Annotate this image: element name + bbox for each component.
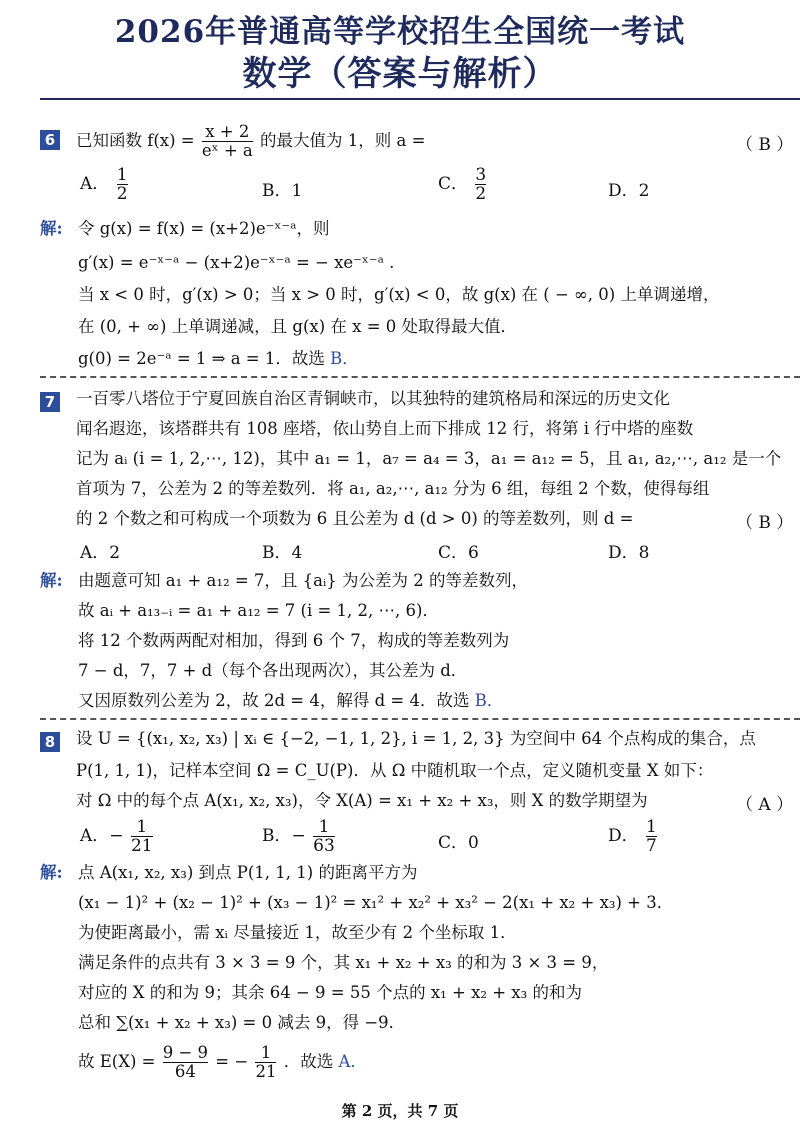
q6-option-c-fraction [475, 166, 486, 203]
q6-frac-den: eˣ + a [201, 141, 253, 160]
q7-solution-line: 将 12 个数两两配对相加，得到 6 个 7，构成的等差数列为 [78, 631, 510, 650]
question-8-stem-line: 设 U = {(x₁, x₂, x₃) | xᵢ ∈ {−2, −1, 1, 2}, i = 1, 2, 3} 为空间中 64 个点构成的集合，点 [76, 729, 756, 748]
option-value: 1 [291, 181, 303, 201]
question-7-number: 7 [40, 392, 60, 412]
frac-num: 1 [260, 1043, 272, 1062]
q6-stem-pre: 已知函数 f(x) = [76, 131, 195, 150]
q6-solution-line [78, 348, 359, 370]
q7-option-b: B．4 [262, 543, 303, 563]
question-6-number: 6 [40, 130, 60, 150]
question-6-answer: （ B ） [736, 135, 794, 155]
header-rule [40, 98, 800, 100]
frac-num: 1 [318, 817, 330, 837]
option-value: 2 [638, 181, 650, 201]
q7-option-c: C．6 [438, 543, 479, 563]
q8-solution-line: 点 A(x₁, x₂, x₃) 到点 P(1, 1, 1) 的距离平方为 [78, 863, 418, 882]
frac-num: 9 − 9 [162, 1043, 209, 1062]
exam-subtitle: 数学（答案与解析） [242, 54, 558, 94]
solution-choice: A． [338, 1052, 367, 1071]
solution-text: g(0) = 2e⁻ᵃ = 1 ⇒ a = 1．故选 [78, 349, 325, 368]
q7-solution-line: 7 − d，7，7 + d（每个各出现两次），其公差为 d． [78, 661, 468, 680]
q7-solution-line: 故 aᵢ + a₁₃₋ᵢ = a₁ + a₁₂ = 7 (i = 1, 2, ⋯, 6)． [78, 601, 439, 620]
option-label: D． [608, 181, 639, 201]
q6-stem-fraction [202, 123, 253, 160]
frac-num: 3 [475, 165, 487, 185]
frac-den: 2 [475, 184, 487, 204]
option-label: B．− [262, 826, 306, 846]
question-7-stem-line: 一百零八塔位于宁夏回族自治区青铜峡市，以其独特的建筑格局和深远的历史文化 [76, 389, 670, 408]
q8-option-a [80, 818, 155, 855]
q6-stem-post: 的最大值为 1，则 a = [260, 131, 426, 150]
q8-option-b [262, 818, 337, 855]
q8-final-fraction-2 [255, 1044, 276, 1081]
q8-option-b-fraction [313, 818, 335, 855]
frac-den: 64 [163, 1062, 208, 1081]
q7-option-a: A．2 [80, 543, 121, 563]
question-6-stem [76, 123, 425, 160]
frac-den: 2 [116, 184, 128, 204]
solution-text: 又因原数列公差为 2，故 2d = 4，解得 d = 4．故选 [78, 691, 470, 710]
option-label: A．− [80, 826, 124, 846]
option-value: 0 [468, 833, 479, 853]
section-divider [40, 718, 800, 720]
q6-option-a [80, 166, 130, 203]
q6-solution-label: 解: [40, 219, 63, 238]
q7-solution-label: 解: [40, 571, 63, 590]
q6-frac-num: x + 2 [205, 122, 250, 141]
question-7-stem-line: 记为 aᵢ (i = 1, 2,⋯, 12)，其中 a₁ = 1，a₇ = a₄ = 3，a₁ = a₁₂ = 5，且 a₁, a₂,⋯, a₁₂ 是一个 [76, 449, 782, 468]
frac-den: 63 [313, 836, 335, 856]
q6-option-c [438, 166, 488, 203]
question-8-answer: （ A ） [736, 795, 794, 815]
q8-solution-line: 为使距离最小，需 xᵢ 尽量接近 1，故至少有 2 个坐标取 1． [78, 923, 517, 942]
question-7-stem-line: 闻名遐迩，该塔群共有 108 座塔，依山势自上而下排成 12 行，将第 i 行中塔的座数 [76, 419, 694, 438]
question-7-answer: （ B ） [736, 513, 794, 533]
q8-solution-line: 总和 ∑(x₁ + x₂ + x₃) = 0 减去 9，得 −9． [78, 1013, 406, 1032]
q6-solution-line: 在 (0, + ∞) 上单调递减，且 g(x) 在 x = 0 处取得最大值． [78, 317, 518, 336]
q8-final-line [78, 1044, 367, 1081]
q7-solution-line: 由题意可知 a₁ + a₁₂ = 7，且 {aᵢ} 为公差为 2 的等差数列， [78, 571, 529, 590]
exam-title: 2026年普通高等学校招生全国统一考试 [114, 14, 686, 50]
q8-solution-label: 解: [40, 863, 63, 882]
question-8-stem-line: P(1, 1, 1)，记样本空间 Ω = C_U(P)．从 Ω 中随机取一个点，定义随机变量 X 如下： [76, 761, 714, 780]
option-label: D． [608, 826, 639, 846]
option-label: C． [438, 174, 469, 194]
q6-option-a-fraction [117, 166, 128, 203]
option-label: A． [80, 174, 110, 194]
option-label: C． [438, 833, 469, 853]
section-divider [40, 376, 800, 378]
frac-num: 1 [646, 817, 657, 837]
q7-option-d: D．8 [608, 543, 650, 563]
question-8-stem-line: 对 Ω 中的每个点 A(x₁, x₂, x₃)，令 X(A) = x₁ + x₂ + x₃，则 X 的数学期望为 [76, 791, 648, 810]
q7-solution-line [78, 690, 503, 712]
q8-option-c [438, 828, 479, 853]
option-label: B． [262, 181, 292, 201]
question-7-stem-line: 首项为 7，公差为 2 的等差数列．将 a₁, a₂,⋯, a₁₂ 分为 6 组，每组 2 个数，使得每组 [76, 479, 710, 498]
q8-option-d-fraction [646, 818, 657, 855]
final-text: 故 E(X) = [78, 1052, 156, 1071]
final-text: ．故选 [283, 1052, 334, 1071]
frac-num: 1 [136, 817, 148, 837]
q6-solution-line: 当 x < 0 时，g′(x) > 0；当 x > 0 时，g′(x) < 0，故 g(x) 在 ( − ∞, 0) 上单调递增， [78, 285, 720, 304]
q8-solution-line: 对应的 X 的和为 9；其余 64 − 9 = 55 个点的 x₁ + x₂ + x₃ 的和为 [78, 983, 582, 1002]
question-7-stem-line: 的 2 个数之和可构成一个项数为 6 且公差为 d (d > 0) 的等差数列，则 d = [76, 509, 634, 528]
q6-solution-line: g′(x) = e⁻ˣ⁻ᵃ − (x+2)e⁻ˣ⁻ᵃ = − xe⁻ˣ⁻ᵃ . [78, 253, 395, 272]
solution-choice: B． [330, 349, 359, 368]
frac-den: 7 [646, 836, 657, 856]
question-8-number: 8 [40, 732, 60, 752]
q8-option-d [608, 818, 659, 855]
page-footer: 第 2 页，共 7 页 [341, 1102, 459, 1120]
q6-option-b [262, 176, 302, 201]
solution-choice: B． [474, 691, 504, 710]
q8-option-a-fraction [131, 818, 153, 855]
q6-solution-line: 令 g(x) = f(x) = (x+2)e⁻ˣ⁻ᵃ，则 [78, 219, 330, 238]
final-text: = − [215, 1052, 249, 1071]
q8-solution-line: 满足条件的点共有 3 × 3 = 9 个，其 x₁ + x₂ + x₃ 的和为 3 × 3 = 9， [78, 953, 609, 972]
q6-option-d [608, 176, 649, 201]
q8-solution-line: (x₁ − 1)² + (x₂ − 1)² + (x₃ − 1)² = x₁² + x₂² + x₃² − 2(x₁ + x₂ + x₃) + 3． [78, 893, 674, 912]
frac-den: 21 [255, 1062, 277, 1081]
q8-final-fraction-1 [163, 1044, 208, 1081]
frac-num: 1 [116, 165, 128, 185]
frac-den: 21 [130, 836, 153, 856]
